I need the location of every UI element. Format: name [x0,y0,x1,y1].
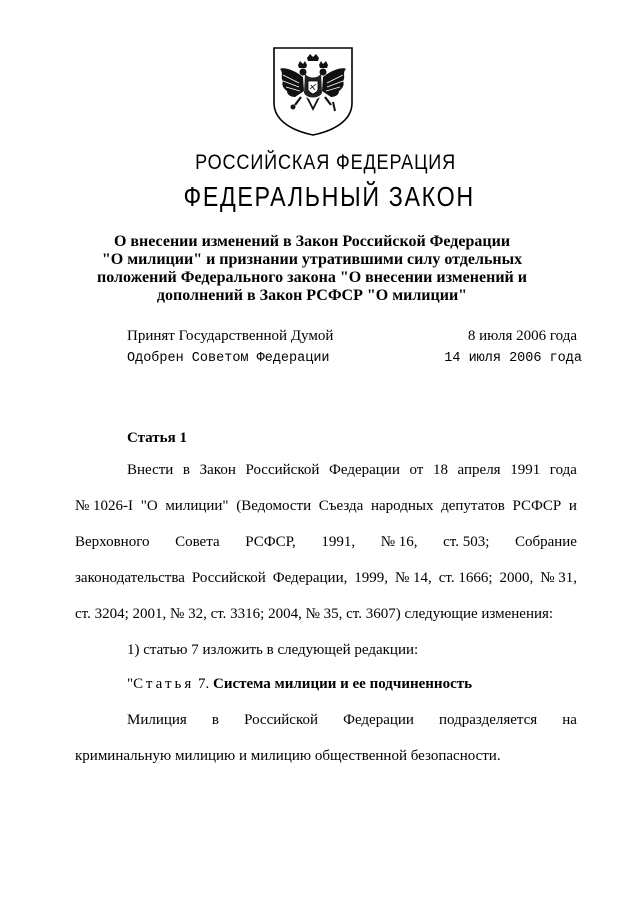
word: в [211,712,220,728]
word: от [409,462,424,478]
word: 1991, [321,534,356,550]
document-type: ФЕДЕРАЛЬНЫЙ ЗАКОН [183,181,475,212]
word: 18 [432,462,448,478]
word: в [182,462,191,478]
word: апреля [457,462,501,478]
militia-line: криминальную милицию и милицию общественной безопасности. [75,748,501,764]
word: Российской [244,712,319,728]
word: Федерации [329,462,400,478]
word: года [549,462,577,478]
article-word: Статья [133,676,195,692]
word: 1991 [510,462,541,478]
word: Внести [127,462,174,478]
article-1-line [127,462,577,479]
word: ст. 1666; [438,570,493,586]
article-7-heading [127,676,472,693]
article-1-line [75,498,577,515]
article-1-heading: Статья 1 [127,430,187,446]
article-1-line [75,534,577,551]
word: депутатов [441,498,505,514]
word: 2000, [499,570,534,586]
word: РСФСР [512,498,562,514]
word: № 14, [395,570,432,586]
word: Российской [191,570,266,586]
article-number: 7. [194,676,213,692]
word: подразделяется [439,712,538,728]
duma-adoption-row [127,328,577,345]
word: Милиция [127,712,187,728]
article-1-line: ст. 3204; 2001, № 32, ст. 3316; 2004, № 35, ст. 3607) следующие изменения: [75,606,554,622]
word: № 1026-I [75,498,134,514]
word: законодательства [75,570,185,586]
word: Собрание [514,534,577,550]
word: РСФСР, [245,534,296,550]
country-name: РОССИЙСКАЯ ФЕДЕРАЦИЯ [195,151,457,174]
word: ст. 503; [443,534,490,550]
quote-mark: " [127,676,134,692]
word: Российской [245,462,320,478]
title-line: О внесении изменений в Закон Российской Федерации [113,233,511,250]
article-7-title: Система милиции и ее подчиненность [213,676,473,692]
word: и [568,498,577,514]
council-date: 14 июля 2006 года [444,351,582,366]
council-approval-row [127,351,582,366]
law-title [92,233,532,305]
council-label: Одобрен Советом Федерации [127,351,330,366]
word: милиции" [165,498,229,514]
title-line: положений Федерального закона "О внесении изменений и [97,269,527,286]
word: на [562,712,577,728]
word: "О [140,498,158,514]
word: Верховного [75,534,150,550]
word: Федерации [343,712,414,728]
coat-of-arms-icon [271,45,355,137]
word: № 31, [540,570,577,586]
duma-date: 8 июля 2006 года [467,328,577,344]
word: Совета [175,534,220,550]
word: Федерации, [272,570,348,586]
word: Съезда [318,498,364,514]
title-line: дополнений в Закон РСФСР "О милиции" [156,287,468,304]
word: № 16, [380,534,418,550]
word: 1999, [354,570,389,586]
title-line: "О милиции" и признании утратившими силу отдельных [101,251,523,268]
word: Закон [199,462,236,478]
duma-label: Принят Государственной Думой [127,328,334,344]
word: (Ведомости [236,498,312,514]
word: народных [370,498,434,514]
amendment-item-1: 1) статью 7 изложить в следующей редакции: [127,642,419,658]
militia-line [127,712,577,729]
article-1-line [75,570,577,587]
